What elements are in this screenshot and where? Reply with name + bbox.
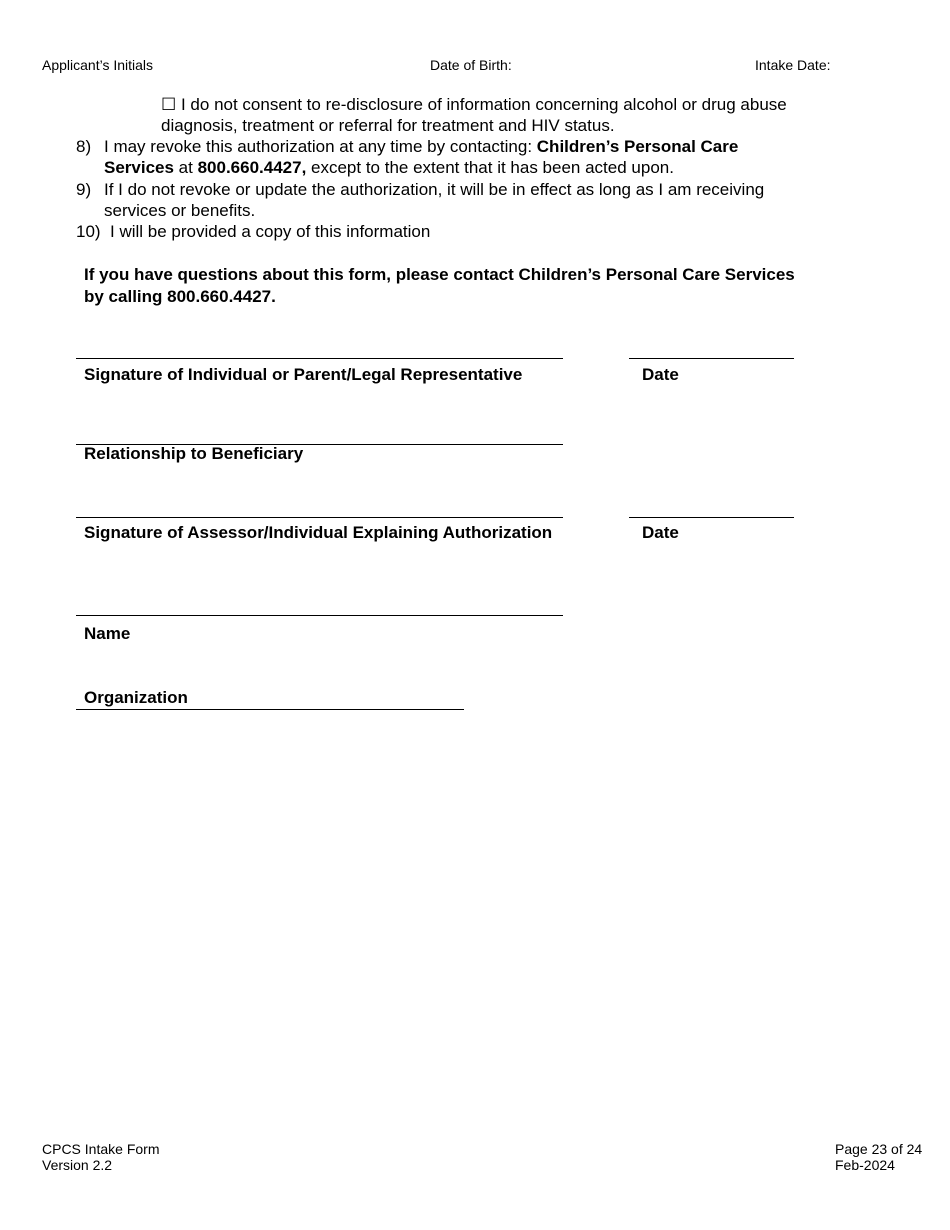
sig-individual-line[interactable] bbox=[76, 358, 563, 359]
item-8-text-plain: I may revoke this authorization at any time by contacting: bbox=[104, 137, 537, 156]
footer-version: Version 2.2 bbox=[42, 1157, 113, 1173]
item-10-line1: I will be provided a copy of this information bbox=[110, 222, 431, 241]
sig-individual-label: Signature of Individual or Parent/Legal Representative bbox=[84, 365, 523, 384]
item-8-at: at bbox=[173, 158, 198, 177]
item-8-line2 bbox=[104, 157, 674, 178]
sig-assessor-line[interactable] bbox=[76, 517, 563, 518]
questions-line2: by calling 800.660.4427. bbox=[84, 287, 276, 306]
applicant-initials-label: Applicant’s Initials bbox=[42, 57, 154, 73]
item-10-number: 10) bbox=[76, 222, 101, 241]
item-8-text-end: except to the extent that it has been acted upon. bbox=[306, 158, 674, 177]
item-8-phone: 800.660.4427, bbox=[197, 158, 307, 177]
consent-option-line1 bbox=[161, 94, 787, 115]
intake-date-label: Intake Date: bbox=[755, 57, 831, 73]
item-8-number: 8) bbox=[76, 137, 92, 156]
date-line-2[interactable] bbox=[629, 517, 794, 518]
footer-form-name: CPCS Intake Form bbox=[42, 1141, 160, 1157]
item-9-line2: services or benefits. bbox=[104, 201, 256, 220]
footer-page-number: Page 23 of 24 bbox=[835, 1141, 923, 1157]
name-label: Name bbox=[84, 624, 131, 643]
consent-option-line2: diagnosis, treatment or referral for treatment and HIV status. bbox=[161, 116, 615, 135]
item-8-line1 bbox=[104, 136, 738, 157]
date-of-birth-label: Date of Birth: bbox=[430, 57, 512, 73]
date-label-1: Date bbox=[642, 365, 679, 384]
questions-line1: If you have questions about this form, please contact Children’s Personal Care Services bbox=[84, 265, 795, 284]
date-label-2: Date bbox=[642, 523, 679, 542]
relationship-label: Relationship to Beneficiary bbox=[84, 444, 304, 463]
item-9-number: 9) bbox=[76, 180, 92, 199]
consent-option-text-1: I do not consent to re-disclosure of information concerning alcohol or drug abuse bbox=[180, 95, 787, 114]
organization-label: Organization bbox=[84, 688, 188, 707]
footer-date: Feb-2024 bbox=[835, 1157, 895, 1173]
item-8-org-name-cont: Services bbox=[104, 158, 174, 177]
item-8-org-name: Children’s Personal Care bbox=[536, 137, 739, 156]
organization-line[interactable] bbox=[76, 709, 464, 710]
item-9-line1: If I do not revoke or update the authorization, it will be in effect as long as I am receiving bbox=[104, 180, 765, 199]
sig-assessor-label: Signature of Assessor/Individual Explaining Authorization bbox=[84, 523, 553, 542]
checkbox-icon[interactable]: ☐ bbox=[161, 95, 177, 114]
name-line[interactable] bbox=[76, 615, 563, 616]
date-line-1[interactable] bbox=[629, 358, 794, 359]
